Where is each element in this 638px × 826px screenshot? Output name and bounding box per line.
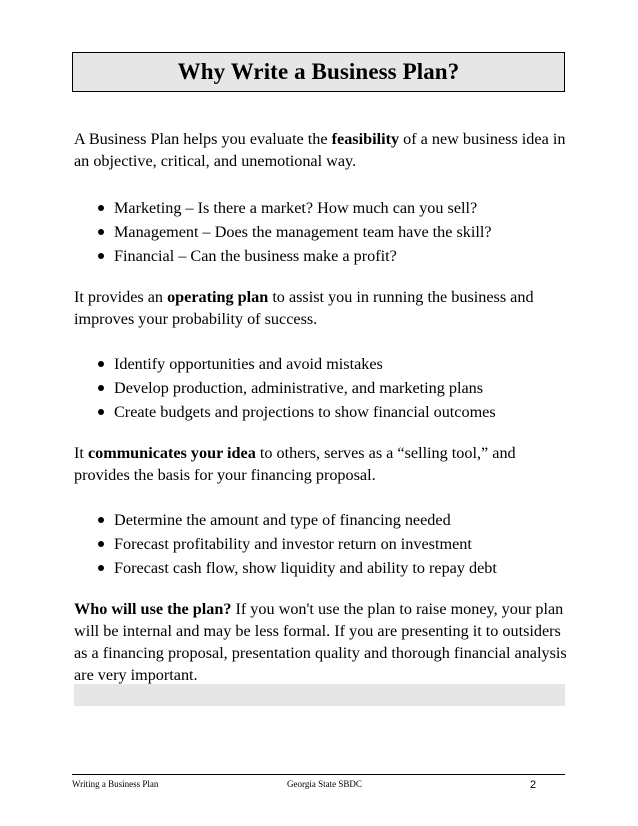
para-text: A Business Plan helps you evaluate the	[74, 130, 332, 148]
bullet-list	[74, 508, 594, 580]
title-box	[72, 52, 565, 92]
bullet-text: Develop production, administrative, and marketing plans	[114, 379, 484, 397]
bullet-text: Marketing – Is there a market? How much can you sell?	[114, 199, 478, 217]
intro-paragraph	[74, 128, 574, 172]
communicates-paragraph	[74, 442, 574, 486]
bullet-text: Forecast profitability and investor return on investment	[114, 535, 472, 553]
footer-center-text: Georgia State SBDC	[287, 779, 362, 789]
operating-plan-paragraph	[74, 286, 574, 330]
para-bold: Who will use the plan?	[74, 600, 232, 618]
page-number: 2	[530, 779, 537, 791]
list-item	[74, 244, 594, 268]
list-item	[74, 508, 594, 532]
list-item	[74, 220, 594, 244]
list-item	[74, 400, 594, 424]
closing-paragraph	[74, 598, 569, 686]
para-text: to others, serves as a “selling tool,” and provides the basis for your financing proposal.	[74, 444, 516, 484]
bullet-icon	[98, 385, 104, 391]
bullet-icon	[98, 205, 104, 211]
list-item	[74, 196, 594, 220]
para-bold: operating plan	[167, 288, 269, 306]
bullet-icon	[98, 541, 104, 547]
bullet-icon	[98, 253, 104, 259]
footer-left-text: Writing a Business Plan	[72, 779, 159, 789]
list-item	[74, 376, 594, 400]
bullet-text: Management – Does the management team have the skill?	[114, 223, 492, 241]
bullet-text: Financial – Can the business make a profit?	[114, 247, 397, 265]
para-bold: feasibility	[331, 130, 400, 148]
bullet-icon	[98, 229, 104, 235]
bullet-list	[74, 352, 594, 424]
list-item	[74, 532, 594, 556]
page-title: Why Write a Business Plan?	[177, 59, 460, 84]
bullet-icon	[98, 565, 104, 571]
bullet-text: Identify opportunities and avoid mistakes	[114, 355, 383, 373]
para-text: It provides an	[74, 288, 168, 306]
list-item	[74, 352, 594, 376]
highlight-band	[74, 684, 565, 706]
para-text: of a new business idea in an objective, critical, and unemotional way.	[74, 130, 566, 170]
bullet-text: Determine the amount and type of financing needed	[114, 511, 451, 529]
para-text: If you won't use the plan to raise money, your plan will be internal and may be less formal. If you are presenting it to outsiders as a financing proposal, presentation quality and thorough financial analysis are very important.	[74, 600, 567, 684]
para-text: to assist you in running the business and improves your probability of success.	[74, 288, 534, 328]
bullet-icon	[98, 409, 104, 415]
bullet-icon	[98, 517, 104, 523]
bullet-text: Forecast cash flow, show liquidity and ability to repay debt	[114, 559, 497, 577]
para-bold: communicates your idea	[87, 444, 256, 462]
list-item	[74, 556, 594, 580]
bullet-icon	[98, 361, 104, 367]
footer-divider	[72, 774, 565, 775]
para-text: It	[74, 444, 88, 462]
bullet-text: Create budgets and projections to show financial outcomes	[114, 403, 496, 421]
bullet-list	[74, 196, 594, 268]
